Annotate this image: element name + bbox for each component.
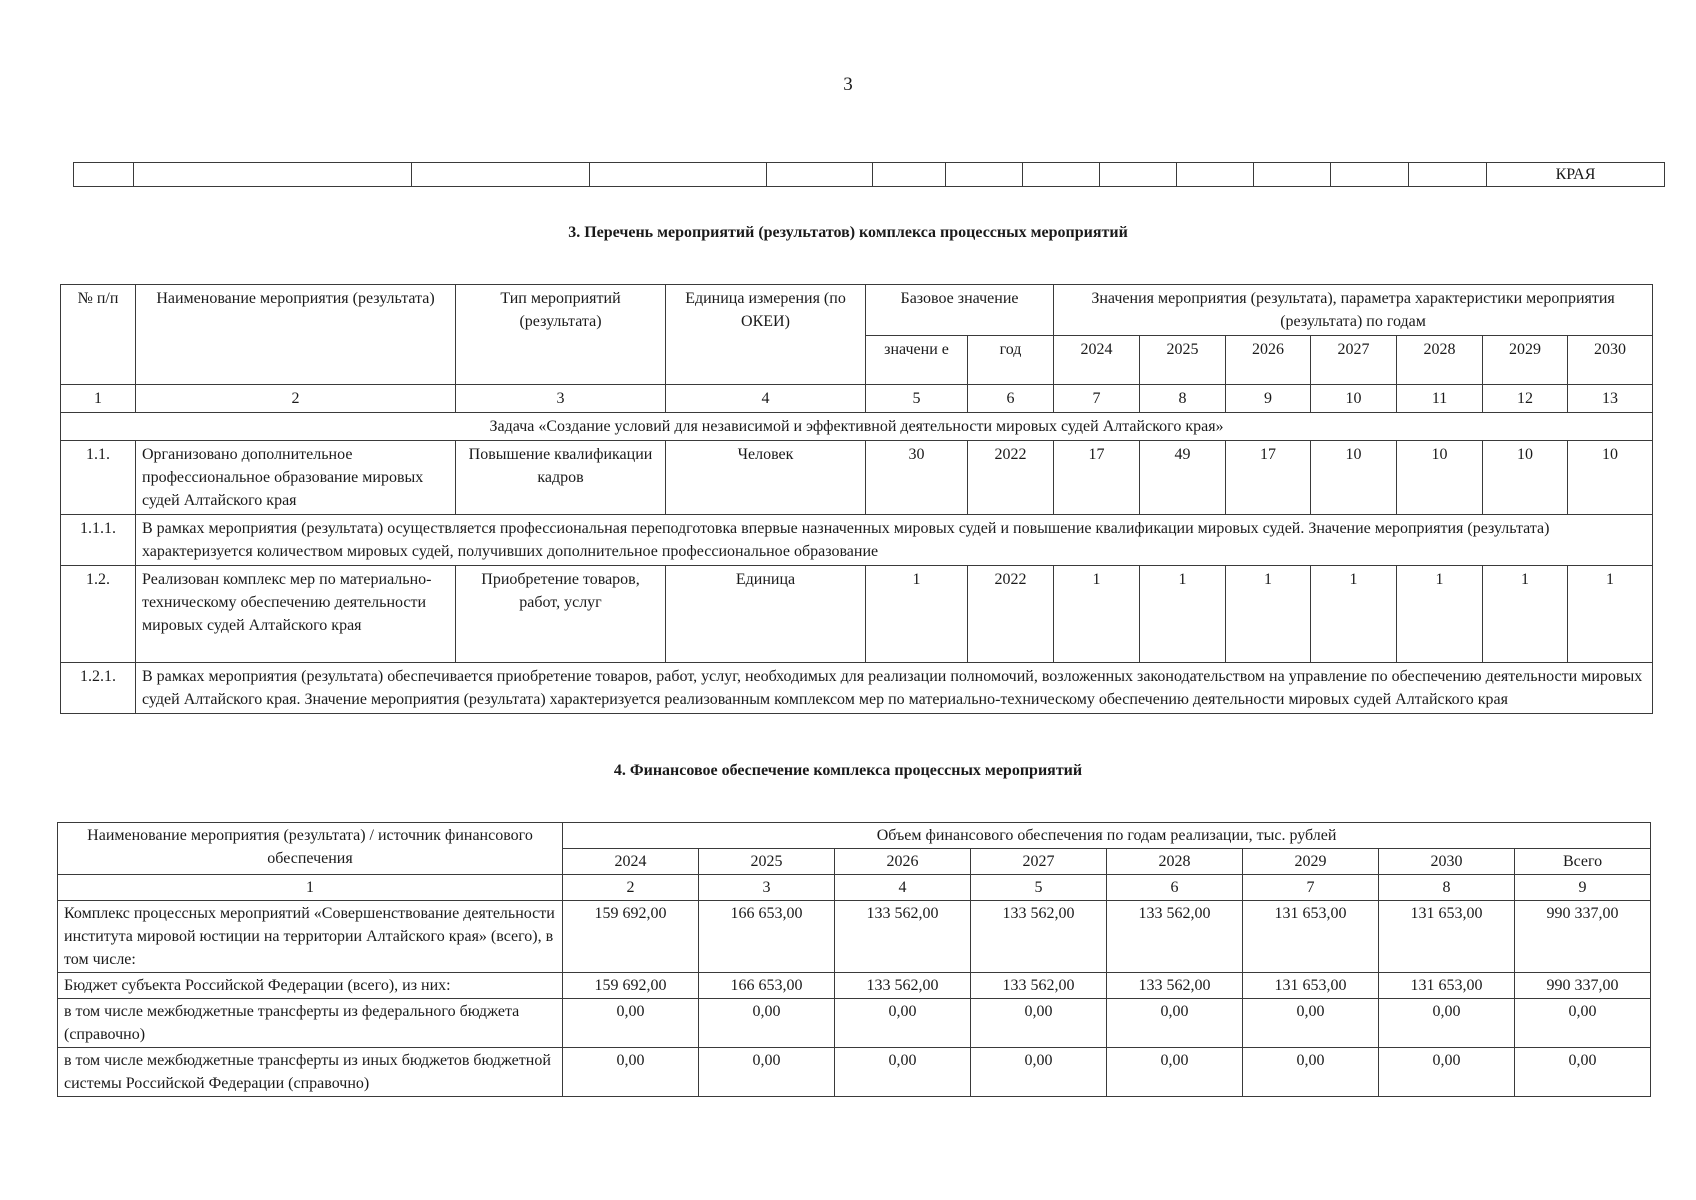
header-row <box>58 823 1651 849</box>
table-row <box>58 999 1651 1048</box>
row-value: 49 <box>1140 441 1226 515</box>
col-number: 3 <box>456 385 666 413</box>
task-text: Задача «Создание условий для независимой и эффективной деятельности мировых судей Алтайского края» <box>61 413 1653 441</box>
row-name: Реализован комплекс мер по материально-техническому обеспечению деятельности мировых судей Алтайского края <box>136 566 456 663</box>
row-value: 159 692,00 <box>563 973 699 999</box>
row-unit: Человек <box>666 441 866 515</box>
header-unit: Единица измерения (по ОКЕИ) <box>666 285 866 385</box>
header-year: 2028 <box>1397 336 1483 385</box>
col-number: 4 <box>666 385 866 413</box>
row-value: 133 562,00 <box>1107 973 1243 999</box>
row-name: в том числе межбюджетные трансферты из федерального бюджета (справочно) <box>58 999 563 1048</box>
row-value: 17 <box>1226 441 1311 515</box>
row-type: Приобретение товаров, работ, услуг <box>456 566 666 663</box>
page-number: 3 <box>843 74 853 95</box>
note-text: В рамках мероприятия (результата) обеспечивается приобретение товаров, работ, услуг, необходимых для реализации полномочий, возложенных законодательством на управление по обеспечению деятельности мировых судей Алтайского края. Значение мероприятия (результата) характеризуется реализованным комплексом мер по материально-техническому обеспечению деятельности мировых судей Алтайского края <box>136 663 1653 714</box>
column-number-row <box>58 875 1651 901</box>
row-value: 0,00 <box>1243 1048 1379 1097</box>
col-number: 11 <box>1397 385 1483 413</box>
row-value: 10 <box>1483 441 1568 515</box>
measures-table <box>60 284 1653 714</box>
header-year: 2026 <box>835 849 971 875</box>
header-type: Тип мероприятий (результата) <box>456 285 666 385</box>
row-value: 0,00 <box>1243 999 1379 1048</box>
header-year: 2024 <box>1054 336 1140 385</box>
col-number: 8 <box>1140 385 1226 413</box>
row-value: 0,00 <box>971 1048 1107 1097</box>
row-value: 131 653,00 <box>1379 973 1515 999</box>
row-value: 133 562,00 <box>835 973 971 999</box>
note-row <box>61 663 1653 714</box>
row-base-year: 2022 <box>968 441 1054 515</box>
row-value: 0,00 <box>971 999 1107 1048</box>
row-base-value: 1 <box>866 566 968 663</box>
row-value: 1 <box>1054 566 1140 663</box>
row-value: 0,00 <box>1379 999 1515 1048</box>
table-cell: КРАЯ <box>1487 163 1665 187</box>
table-row <box>58 901 1651 973</box>
note-row <box>61 515 1653 566</box>
row-value: 133 562,00 <box>1107 901 1243 973</box>
col-number: 2 <box>563 875 699 901</box>
task-row <box>61 413 1653 441</box>
note-num: 1.1.1. <box>61 515 136 566</box>
row-name: Комплекс процессных мероприятий «Совершенствование деятельности института мировой юстиции на территории Алтайского края» (всего), в том числе: <box>58 901 563 973</box>
row-total: 0,00 <box>1515 1048 1651 1097</box>
row-value: 1 <box>1311 566 1397 663</box>
header-year: 2027 <box>971 849 1107 875</box>
row-value: 10 <box>1311 441 1397 515</box>
header-volume: Объем финансового обеспечения по годам реализации, тыс. рублей <box>563 823 1651 849</box>
row-value: 166 653,00 <box>699 901 835 973</box>
row-base-year: 2022 <box>968 566 1054 663</box>
header-year: 2027 <box>1311 336 1397 385</box>
row-total: 990 337,00 <box>1515 901 1651 973</box>
row-num: 1.1. <box>61 441 136 515</box>
header-total: Всего <box>1515 849 1651 875</box>
row-base-value: 30 <box>866 441 968 515</box>
row-value: 10 <box>1397 441 1483 515</box>
col-number: 6 <box>968 385 1054 413</box>
row-value: 166 653,00 <box>699 973 835 999</box>
col-number: 9 <box>1515 875 1651 901</box>
header-year: 2025 <box>1140 336 1226 385</box>
header-base-value: значени е <box>866 336 968 385</box>
row-name: Бюджет субъекта Российской Федерации (всего), из них: <box>58 973 563 999</box>
row-value: 0,00 <box>563 1048 699 1097</box>
row-name: Организовано дополнительное профессиональное образование мировых судей Алтайского края <box>136 441 456 515</box>
table-row <box>61 566 1653 663</box>
row-value: 10 <box>1568 441 1653 515</box>
section-title: 3. Перечень мероприятий (результатов) комплекса процессных мероприятий <box>568 224 1128 241</box>
row-value: 1 <box>1140 566 1226 663</box>
row-total: 0,00 <box>1515 999 1651 1048</box>
row-total: 990 337,00 <box>1515 973 1651 999</box>
row-value: 131 653,00 <box>1243 901 1379 973</box>
header-year: 2029 <box>1483 336 1568 385</box>
row-value: 1 <box>1568 566 1653 663</box>
col-number: 13 <box>1568 385 1653 413</box>
row-value: 1 <box>1483 566 1568 663</box>
table-row <box>58 973 1651 999</box>
row-value: 131 653,00 <box>1243 973 1379 999</box>
row-value: 131 653,00 <box>1379 901 1515 973</box>
row-value: 1 <box>1226 566 1311 663</box>
col-number: 8 <box>1379 875 1515 901</box>
col-number: 10 <box>1311 385 1397 413</box>
row-value: 0,00 <box>699 1048 835 1097</box>
row-value: 159 692,00 <box>563 901 699 973</box>
col-number: 12 <box>1483 385 1568 413</box>
col-number: 7 <box>1243 875 1379 901</box>
col-number: 4 <box>835 875 971 901</box>
header-year: 2026 <box>1226 336 1311 385</box>
row-name: в том числе межбюджетные трансферты из иных бюджетов бюджетной системы Российской Федерации (справочно) <box>58 1048 563 1097</box>
col-number: 1 <box>61 385 136 413</box>
row-value: 0,00 <box>1379 1048 1515 1097</box>
header-year: 2024 <box>563 849 699 875</box>
finance-table <box>57 822 1651 1097</box>
header-year: 2030 <box>1379 849 1515 875</box>
row-value: 133 562,00 <box>835 901 971 973</box>
header-year: 2028 <box>1107 849 1243 875</box>
note-num: 1.2.1. <box>61 663 136 714</box>
col-number: 3 <box>699 875 835 901</box>
column-number-row <box>61 385 1653 413</box>
col-number: 2 <box>136 385 456 413</box>
header-year: 2029 <box>1243 849 1379 875</box>
header-num: № п/п <box>61 285 136 385</box>
row-value: 0,00 <box>699 999 835 1048</box>
table-row <box>58 1048 1651 1097</box>
note-text: В рамках мероприятия (результата) осуществляется профессиональная переподготовка впервые назначенных мировых судей и повышение квалификации мировых судей. Значение мероприятия (результата) характеризуется количеством мировых судей, получивших дополнительное профессиональное образование <box>136 515 1653 566</box>
col-number: 9 <box>1226 385 1311 413</box>
row-value: 1 <box>1397 566 1483 663</box>
col-number: 1 <box>58 875 563 901</box>
header-values: Значения мероприятия (результата), параметра характеристики мероприятия (результата) по годам <box>1054 285 1653 336</box>
continuation-table <box>73 162 1665 187</box>
row-value: 133 562,00 <box>971 901 1107 973</box>
row-unit: Единица <box>666 566 866 663</box>
row-type: Повышение квалификации кадров <box>456 441 666 515</box>
row-value: 0,00 <box>1107 1048 1243 1097</box>
row-num: 1.2. <box>61 566 136 663</box>
section-title: 4. Финансовое обеспечение комплекса процессных мероприятий <box>613 762 1083 779</box>
table-row <box>74 163 1665 187</box>
col-number: 5 <box>866 385 968 413</box>
header-row <box>61 285 1653 336</box>
row-value: 133 562,00 <box>971 973 1107 999</box>
row-value: 0,00 <box>1107 999 1243 1048</box>
col-number: 5 <box>971 875 1107 901</box>
header-name: Наименование мероприятия (результата) <box>136 285 456 385</box>
row-value: 0,00 <box>835 1048 971 1097</box>
header-year: 2030 <box>1568 336 1653 385</box>
col-number: 7 <box>1054 385 1140 413</box>
row-value: 0,00 <box>835 999 971 1048</box>
header-name: Наименование мероприятия (результата) / источник финансового обеспечения <box>58 823 563 875</box>
col-number: 6 <box>1107 875 1243 901</box>
table-row <box>61 441 1653 515</box>
header-base-year: год <box>968 336 1054 385</box>
row-value: 0,00 <box>563 999 699 1048</box>
header-base: Базовое значение <box>866 285 1054 336</box>
row-value: 17 <box>1054 441 1140 515</box>
header-year: 2025 <box>699 849 835 875</box>
